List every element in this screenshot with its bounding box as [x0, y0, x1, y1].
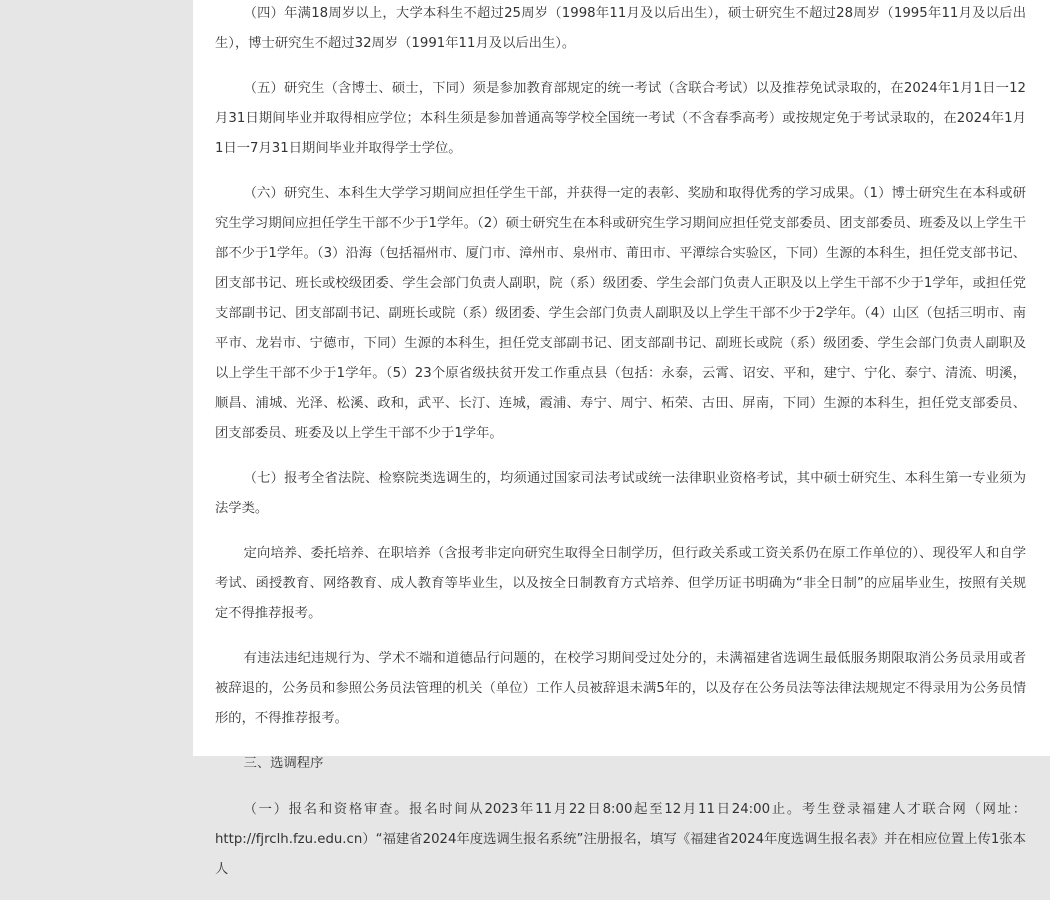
paragraph-age-requirement: （四）年满18周岁以上，大学本科生不超过25周岁（1998年11月及以后出生），硕士研究生不超过28周岁（1995年11月及以后出生），博士研究生不超过32周岁（1991年11月及以后出生）。	[215, 6, 1026, 51]
paragraph-student-leader-requirement: （六）研究生、本科生大学学习期间应担任学生干部，并获得一定的表彰、奖励和取得优秀的学习成果。（1）博士研究生在本科或研究生学习期间应担任学生干部不少于1学年。（2）硕士研究生在本科或研究生学习期间应担任党支部委员、团支部委员、班委及以上学生干部不少于1学年。（3）沿海（包括福州市、厦门市、漳州市、泉州市、莆田市、平潭综合实验区，下同）生源的本科生，担任党支部书记、团支部书记、班长或校级团委、学生会部门负责人副职，院（系）级团委、学生会部门负责人正职及以上学生干部不少于1学年，或担任党支部副书记、团支部副书记、副班长或院（系）级团委、学生会部门负责人副职及以上学生干部不少于2学年。（4）山区（包括三明市、南平市、龙岩市、宁德市，下同）生源的本科生，担任党支部副书记、团支部副书记、副班长或院（系）级团委、学生会部门负责人副职及以上学生干部不少于1学年。（5）23个原省级扶贫开发工作重点县（包括：永泰，云霄、诏安、平和，建宁、宁化、泰宁、清流、明溪，顺昌、浦城、光泽、松溪、政和，武平、长汀、连城，霞浦、寿宁、周宁、柘荣、古田、屏南，下同）生源的本科生，担任党支部委员、团支部委员、班委及以上学生干部不少于1学年。	[215, 186, 1026, 441]
paragraph-excluded-graduates: 定向培养、委托培养、在职培养（含报考非定向研究生取得全日制学历，但行政关系或工资关系仍在原工作单位的）、现役军人和自学考试、函授教育、网络教育、成人教育等毕业生，以及按全日制教育方式培养、但学历证书明确为“非全日制”的应届毕业生，按照有关规定不得推荐报考。	[215, 546, 1026, 621]
article-page	[193, 0, 1050, 877]
section-heading-procedure: 三、选调程序	[243, 756, 324, 771]
paragraph-disqualifications: 有违法违纪违规行为、学术不端和道德品行问题的，在校学习期间受过处分的，未满福建省选调生最低服务期限取消公务员录用或者被辞退的，公务员和参照公务员法管理的机关（单位）工作人员被辞退未满5年的，以及存在公务员法等法律法规规定不得录用为公务员情形的，不得推荐报考。	[215, 651, 1026, 726]
paragraph-education-requirement: （五）研究生（含博士、硕士，下同）须是参加教育部规定的统一考试（含联合考试）以及推荐免试录取的，在2024年1月1日一12月31日期间毕业并取得相应学位；本科生须是参加普通高等学校全国统一考试（不含春季高考）或按规定免于考试录取的，在2024年1月1日一7月31日期间毕业并取得学士学位。	[215, 81, 1026, 156]
article-body	[215, 0, 1026, 900]
paragraph-registration: （一）报名和资格审查。报名时间从2023年11月22日8:00起至12月11日24:00止。考生登录福建人才联合网（网址：http://fjrclh.fzu.edu.cn）“福建省2024年度选调生报名系统”注册报名，填写《福建省2024年度选调生报名表》并在相应位置上传1张本人	[215, 802, 1026, 877]
paragraph-legal-exam-requirement: （七）报考全省法院、检察院类选调生的，均须通过国家司法考试或统一法律职业资格考试，其中硕士研究生、本科生第一专业须为法学类。	[215, 471, 1026, 516]
